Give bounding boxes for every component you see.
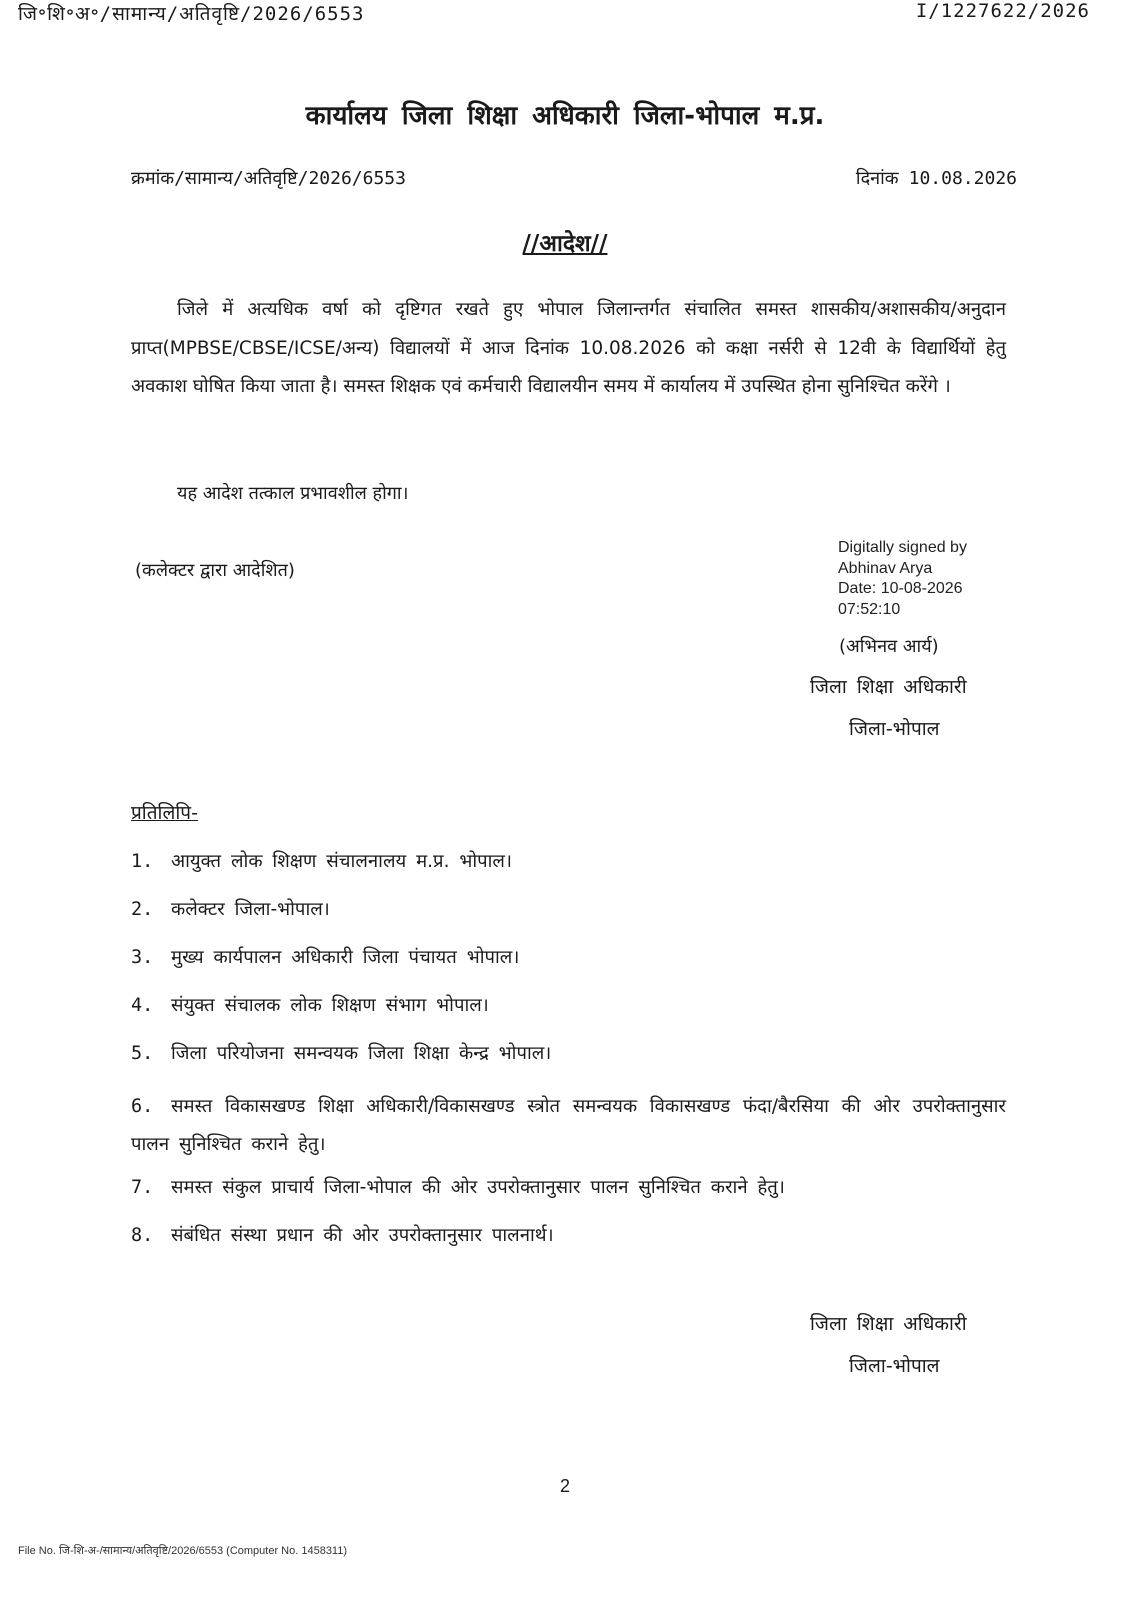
copy-item-text: आयुक्त लोक शिक्षण संचालनालय म.प्र. भोपाल। [171, 851, 512, 872]
order-body-paragraph: जिले में अत्यधिक वर्षा को दृष्टिगत रखते हुए भोपाल जिलान्तर्गत संचालित समस्त शासकीय/अशासकीय/अनुदान प्राप्त(MPBSE/CBSE/ICSE/अन्य) विद्यालयों में आज दिनांक 10.08.2026 को कक्षा नर्सरी से 12वी के विद्यार्थियों हेतु अवकाश घोषित किया जाता है। समस्त शिक्षक एवं कर्मचारी विद्यालयीन समय में कार्यालय में उपस्थित होना सुनिश्चित करेंगे । [131, 299, 1006, 397]
footer-signatory-designation: जिला शिक्षा अधिकारी [810, 1313, 967, 1335]
copy-list-item [131, 848, 1006, 896]
copy-item-text: संयुक्त संचालक लोक शिक्षण संभाग भोपाल। [171, 995, 489, 1016]
signatory-name: (अभिनव आर्य) [839, 636, 939, 657]
copy-list-item [131, 896, 1006, 944]
copy-item-number: 6. [131, 1096, 154, 1117]
copy-item-number: 8. [131, 1225, 154, 1246]
digital-signature-block [838, 538, 967, 620]
order-heading: //आदेश// [522, 231, 608, 257]
copy-item-text: समस्त संकुल प्राचार्य जिला-भोपाल की ओर उपरोक्तानुसार पालन सुनिश्चित कराने हेतु। [171, 1177, 785, 1198]
copy-item-number: 1. [131, 851, 154, 872]
copy-item-number: 3. [131, 947, 154, 968]
copy-list-item [131, 1222, 1006, 1270]
copy-list-item [131, 992, 1006, 1040]
copy-item-number: 2. [131, 899, 154, 920]
signatory-district: जिला-भोपाल [849, 718, 940, 740]
header-document-number: I/1227622/2026 [915, 0, 1090, 22]
digital-signature-time: 07:52:10 [838, 600, 901, 618]
order-date [856, 166, 1017, 190]
copy-list-item [131, 1088, 1006, 1174]
page-number: 2 [559, 1476, 570, 1496]
copy-item-text: जिला परियोजना समन्वयक जिला शिक्षा केन्द्र भोपाल। [171, 1043, 552, 1064]
digital-signature-line: Digitally signed by [838, 539, 967, 556]
signatory-designation: जिला शिक्षा अधिकारी [810, 676, 967, 698]
copy-item-number: 4. [131, 995, 154, 1016]
copy-item-text: संबंधित संस्था प्रधान की ओर उपरोक्तानुसार पालनार्थ। [171, 1225, 554, 1246]
copy-list-item [131, 1040, 1006, 1088]
copy-item-number: 5. [131, 1043, 154, 1064]
copy-list-item [131, 1174, 1006, 1222]
copy-item-number: 7. [131, 1177, 154, 1198]
effect-statement: यह आदेश तत्काल प्रभावशील होगा। [177, 483, 409, 504]
office-title: कार्यालय जिला शिक्षा अधिकारी जिला-भोपाल म.प्र. [305, 101, 825, 131]
date-label: दिनांक [855, 168, 899, 189]
copy-item-text: समस्त विकासखण्ड शिक्षा अधिकारी/विकासखण्ड स्त्रोत समन्वयक विकासखण्ड फंदा/बैरसिया की ओर उपरोक्तानुसार पालन सुनिश्चित कराने हेतु। [131, 1096, 1006, 1155]
digital-signature-date: Date: 10-08-2026 [838, 580, 963, 597]
copy-to-heading: प्रतिलिपि- [131, 802, 198, 824]
reference-number: क्रमांक/सामान्य/अतिवृष्टि/2026/6553 [131, 168, 406, 189]
header-file-reference: जि॰शि॰अ॰/सामान्य/अतिवृष्टि/2026/6553 [18, 3, 365, 25]
collector-ordered-note: (कलेक्टर द्वारा आदेशित) [135, 560, 295, 581]
digital-signature-signer: Abhinav Arya [838, 559, 933, 577]
copy-list-item [131, 944, 1006, 992]
copy-item-text: मुख्य कार्यपालन अधिकारी जिला पंचायत भोपाल। [171, 947, 520, 968]
footer-signatory-district: जिला-भोपाल [849, 1355, 940, 1377]
copy-to-list [131, 848, 1006, 1270]
date-value: 10.08.2026 [908, 168, 1017, 189]
copy-item-text: कलेक्टर जिला-भोपाल। [171, 899, 330, 920]
file-number-footer: File No. जि-शि-अ-/सामान्य/अतिवृष्टि/2026/6553 (Computer No. 1458311) [18, 1545, 348, 1557]
